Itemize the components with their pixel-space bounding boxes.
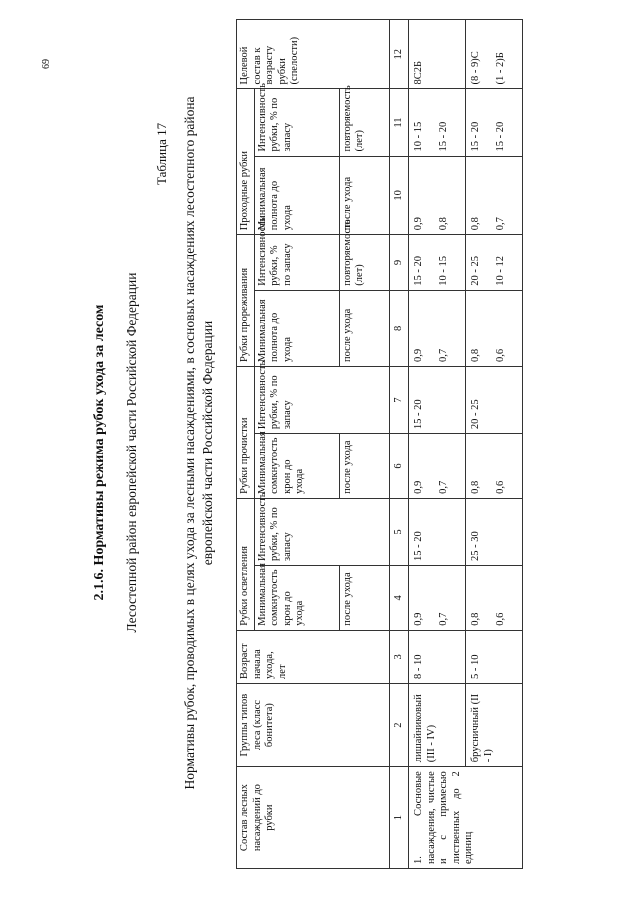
subheader-thin-after: после ухода <box>339 290 389 366</box>
subheader-clar-min: Минимальная сомкнутость крон до ухода <box>254 565 339 630</box>
thin-int-cell: 20 - 25 10 - 12 <box>466 235 523 291</box>
subheader-thin-min: Минимальная полнота до ухода <box>254 290 339 366</box>
column-number: 9 <box>389 235 409 291</box>
subheader-clean-min: Минимальная сомкнутость крон до ухода <box>254 434 339 499</box>
col-header-forest-type: Группы типов леса (класс бонитета) <box>237 683 390 766</box>
subheader-clean-after: после ухода <box>339 434 389 499</box>
target-cell: 8С2Б <box>409 20 466 89</box>
norms-table <box>236 19 523 869</box>
column-number: 6 <box>389 434 409 499</box>
subheader-pass-after: после ухода <box>339 156 389 235</box>
subheader-pass-int: Интенсивность рубки, % по запасу <box>254 89 339 156</box>
clar-min-cell: 0,8 0,6 <box>466 565 523 630</box>
column-number: 7 <box>389 367 409 434</box>
column-number: 8 <box>389 290 409 366</box>
col-header-age: Возраст начала ухода, лет <box>237 630 390 683</box>
subheader-clean-int: Интенсивность рубки, % по запасу <box>254 367 389 434</box>
column-number: 3 <box>389 630 409 683</box>
column-number: 4 <box>389 565 409 630</box>
table-row <box>409 20 466 869</box>
section-subheading: Лесостепной район европейской части Российской Федерации <box>124 272 139 633</box>
forest-type-cell: лишайниковый (III - IV) <box>409 683 466 766</box>
col-header-composition: Состав лесных насаждений до рубки <box>237 767 390 869</box>
group-header-passage: Проходные рубки <box>237 89 255 235</box>
age-cell: 5 - 10 <box>466 630 523 683</box>
column-number: 10 <box>389 156 409 235</box>
clean-min-cell: 0,9 0,7 <box>409 434 466 499</box>
subheader-clar-after: после ухода <box>339 565 389 630</box>
composition-cell: 1. Сосновые насаждения, чистые и с примесью лиственных до 2 единиц <box>409 767 523 869</box>
clean-int-cell: 20 - 25 <box>466 367 523 434</box>
group-header-clarification: Рубки осветления <box>237 498 255 630</box>
table-row <box>466 20 523 869</box>
pass-min-cell: 0,9 0,8 <box>409 156 466 235</box>
pass-int-cell: 10 - 15 15 - 20 <box>409 89 466 156</box>
page-number: 69 <box>41 59 52 69</box>
subheader-thin-int: Интенсивность рубки, % по запасу <box>254 235 339 291</box>
column-number: 2 <box>389 683 409 766</box>
clean-min-cell: 0,8 0,6 <box>466 434 523 499</box>
forest-type-cell: брусничный (II - I) <box>466 683 523 766</box>
target-cell: (8 - 9)С (1 - 2)Б <box>466 20 523 89</box>
group-header-thinning: Рубки прореживания <box>237 235 255 367</box>
column-number: 12 <box>389 20 409 89</box>
column-number: 11 <box>389 89 409 156</box>
pass-min-cell: 0,8 0,7 <box>466 156 523 235</box>
column-number: 5 <box>389 498 409 565</box>
clar-int-cell: 25 - 30 <box>466 498 523 565</box>
group-header-cleaning: Рубки прочистки <box>237 367 255 499</box>
clean-int-cell: 15 - 20 <box>409 367 466 434</box>
thin-int-cell: 15 - 20 10 - 15 <box>409 235 466 291</box>
thin-min-cell: 0,8 0,6 <box>466 290 523 366</box>
column-number: 1 <box>389 767 409 869</box>
subheader-pass-min: Минимальная полнота до ухода <box>254 156 339 235</box>
thin-min-cell: 0,9 0,7 <box>409 290 466 366</box>
age-cell: 8 - 10 <box>409 630 466 683</box>
section-heading: 2.1.6. Нормативы режима рубок ухода за лесом <box>92 304 107 601</box>
table-caption: Нормативы рубок, проводимых в целях ухода за лесными насаждениями, в сосновых насаждениях лесостепного района европейской части Российской Федерации <box>182 96 215 790</box>
col-header-target: Целевой состав к возрасту рубки (спелости) <box>237 20 390 89</box>
pass-int-cell: 15 - 20 15 - 20 <box>466 89 523 156</box>
table-label: Таблица 17 <box>154 122 169 185</box>
subheader-clar-int: Интенсивность рубки, % по запасу <box>254 498 389 565</box>
clar-int-cell: 15 - 20 <box>409 498 466 565</box>
subheader-thin-repeat: повторяемость (лет) <box>339 235 389 291</box>
subheader-pass-repeat: повторяемость (лет) <box>339 89 389 156</box>
clar-min-cell: 0,9 0,7 <box>409 565 466 630</box>
